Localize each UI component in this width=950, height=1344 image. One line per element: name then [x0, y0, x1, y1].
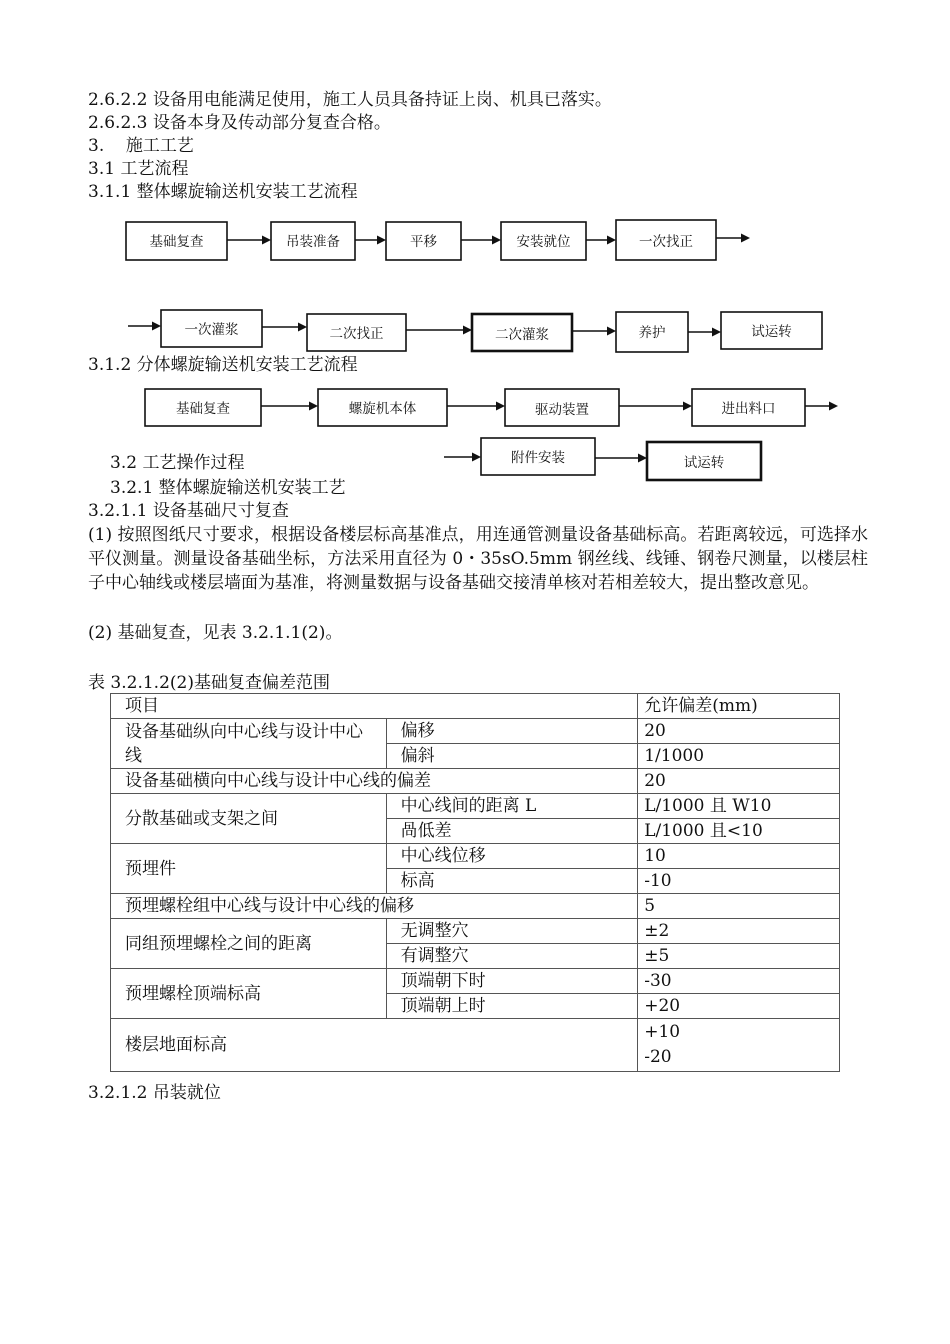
row-item: 同组预埋螺栓之间的距离 [111, 919, 387, 969]
row-subitem: 无调整穴 [386, 919, 638, 944]
flow1-label-6: 一次灌浆 [184, 322, 239, 338]
row-value: L/1000 且<10 [638, 819, 840, 844]
row-subitem: 中心线位移 [386, 844, 638, 869]
row-value: ±5 [638, 944, 840, 969]
row-item: 分散基础或支架之间 [111, 794, 387, 844]
row-value: -10 [638, 869, 840, 894]
table-row [111, 969, 840, 994]
flow1-label-1: 基础复查 [149, 234, 204, 250]
row-item: 楼层地面标高 [111, 1019, 638, 1072]
row-value-stack [638, 1019, 840, 1072]
flow2-label-3: 驱动装置 [535, 402, 589, 418]
row-item: 预埋螺栓顶端标高 [111, 969, 387, 1019]
row-value: +10 [644, 1022, 681, 1042]
flow1-label-9: 养护 [638, 325, 666, 341]
heading-3-1-1: 3.1.1 整体螺旋输送机安装工艺流程 [88, 182, 358, 202]
row-value: -20 [644, 1047, 672, 1067]
flow2-label-2: 螺旋机本体 [348, 401, 417, 417]
flow1-label-8: 二次灌浆 [495, 327, 549, 343]
row-value: 20 [638, 719, 840, 744]
row-value: +20 [638, 994, 840, 1019]
row-subitem: 标高 [386, 869, 638, 894]
paragraph-1: (1) 按照图纸尺寸要求，根据设备楼层标高基准点，用连通管测量设备基础标高。若距离较远，可选择水平仪测量。测量设备基础坐标，方法采用直径为 0・35sO.5mm 钢丝线、线锤、钢卷尺测量，以楼层柱子中心轴线或楼层墙面为基准，将测量数据与设备基础交接清单核对若相差较大，提出整改意见。 [88, 525, 868, 593]
table-caption: 表 3.2.1.2(2)基础复查偏差范围 [88, 673, 330, 693]
row-item: 预埋螺栓组中心线与设计中心线的偏移 [111, 894, 638, 919]
flow2-row2 [444, 438, 761, 480]
heading-3-2-1-1: 3.2.1.1 设备基础尺寸复查 [88, 501, 289, 521]
table-row [111, 844, 840, 869]
row-subitem: 顶端朝上时 [386, 994, 638, 1019]
row-item: 设备基础横向中心线与设计中心线的偏差 [111, 769, 638, 794]
row-subitem: 偏移 [386, 719, 638, 744]
row-subitem: 顶端朝下时 [386, 969, 638, 994]
heading-3: 3. 施工工艺 [88, 136, 194, 156]
row-item: 设备基础纵向中心线与设计中心线 [111, 719, 387, 769]
flow1-label-2: 吊装准备 [286, 234, 340, 250]
flow1-label-5: 一次找正 [639, 234, 693, 250]
deviation-table [110, 693, 840, 1072]
row-subitem: 有调整穴 [386, 944, 638, 969]
flow2-label-1: 基础复查 [176, 401, 230, 417]
row-value: 20 [638, 769, 840, 794]
row-item: 预埋件 [111, 844, 387, 894]
row-subitem: 偏斜 [386, 744, 638, 769]
row-value: L/1000 且 W10 [638, 794, 840, 819]
table-header-row [111, 694, 840, 719]
flow1-label-3: 平移 [410, 234, 437, 250]
table-row [111, 719, 840, 744]
heading-3-2-1-2: 3.2.1.2 吊装就位 [88, 1083, 221, 1103]
row-value: 1/1000 [638, 744, 840, 769]
heading-3-1: 3.1 工艺流程 [88, 159, 189, 179]
text-2-6-2-3: 2.6.2.3 设备本身及传动部分复查合格。 [88, 113, 391, 133]
row-subitem: 咼低差 [386, 819, 638, 844]
table-row [111, 794, 840, 819]
flowchart-split [0, 0, 950, 490]
header-item: 项目 [111, 694, 638, 719]
flow1-label-7: 二次找正 [329, 326, 384, 342]
table-row [111, 894, 840, 919]
flow2-row1 [145, 389, 838, 426]
heading-3-2-1: 3.2.1 整体螺旋输送机安装工艺 [110, 478, 346, 498]
flow1-label-4: 安装就位 [516, 234, 571, 250]
flow2-label-6: 试运转 [683, 455, 725, 471]
flow2-label-4: 进出料口 [721, 401, 776, 417]
row-value: 10 [638, 844, 840, 869]
text-2-6-2-2: 2.6.2.2 设备用电能满足使用，施工人员具备持证上岗、机具已落实。 [88, 90, 612, 110]
flow2-label-5: 附件安装 [511, 450, 565, 466]
row-value: 5 [638, 894, 840, 919]
paragraph-2: (2) 基础复查，见表 3.2.1.1(2)。 [88, 623, 343, 643]
heading-3-2: 3.2 工艺操作过程 [110, 453, 245, 473]
heading-3-1-2: 3.1.2 分体螺旋输送机安装工艺流程 [88, 355, 358, 375]
table-row [111, 919, 840, 944]
row-value: -30 [638, 969, 840, 994]
row-subitem: 中心线间的距离 L [386, 794, 638, 819]
flow1-label-10: 试运转 [751, 324, 792, 340]
row-value: ±2 [638, 919, 840, 944]
table-row [111, 769, 840, 794]
table-row [111, 1019, 840, 1072]
header-tolerance: 允许偏差(mm) [638, 694, 840, 719]
